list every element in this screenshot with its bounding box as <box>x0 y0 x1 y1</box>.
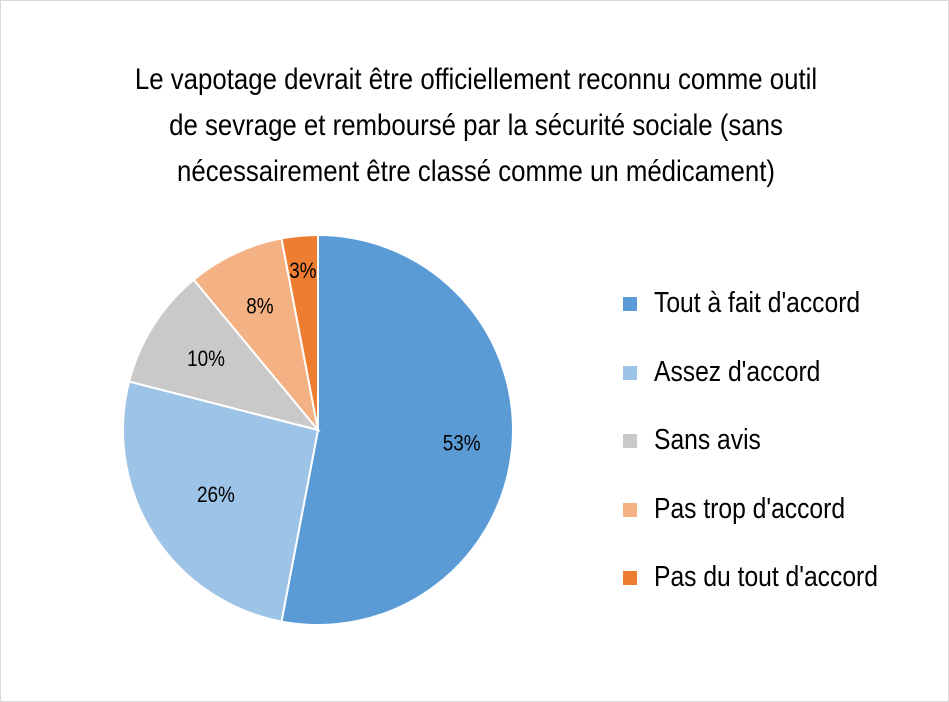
data-label-pas-trop: 8% <box>246 294 274 319</box>
legend-swatch <box>623 503 637 517</box>
chart-title-line-1: Le vapotage devrait être officiellement reconnu comme outil <box>134 63 818 96</box>
legend-swatch <box>623 571 637 585</box>
data-label-assez: 26% <box>197 482 235 508</box>
legend-label: Assez d'accord <box>654 356 821 388</box>
data-label-sans-avis: 10% <box>187 346 225 372</box>
legend-label: Tout à fait d'accord <box>654 287 861 319</box>
legend-label: Sans avis <box>654 424 761 456</box>
legend-swatch <box>623 297 637 311</box>
legend-label: Pas trop d'accord <box>654 493 846 525</box>
legend-label: Pas du tout d'accord <box>654 561 878 593</box>
chart-title-line-3: nécessairement être classé comme un médicament) <box>177 155 775 188</box>
legend-swatch <box>623 434 637 448</box>
data-label-tout-a-fait: 53% <box>442 431 481 456</box>
data-label-pas-du-tout: 3% <box>289 258 317 284</box>
chart-title-line-2: de sevrage et remboursé par la sécurité sociale (sans <box>169 109 783 142</box>
legend-swatch <box>623 366 637 380</box>
